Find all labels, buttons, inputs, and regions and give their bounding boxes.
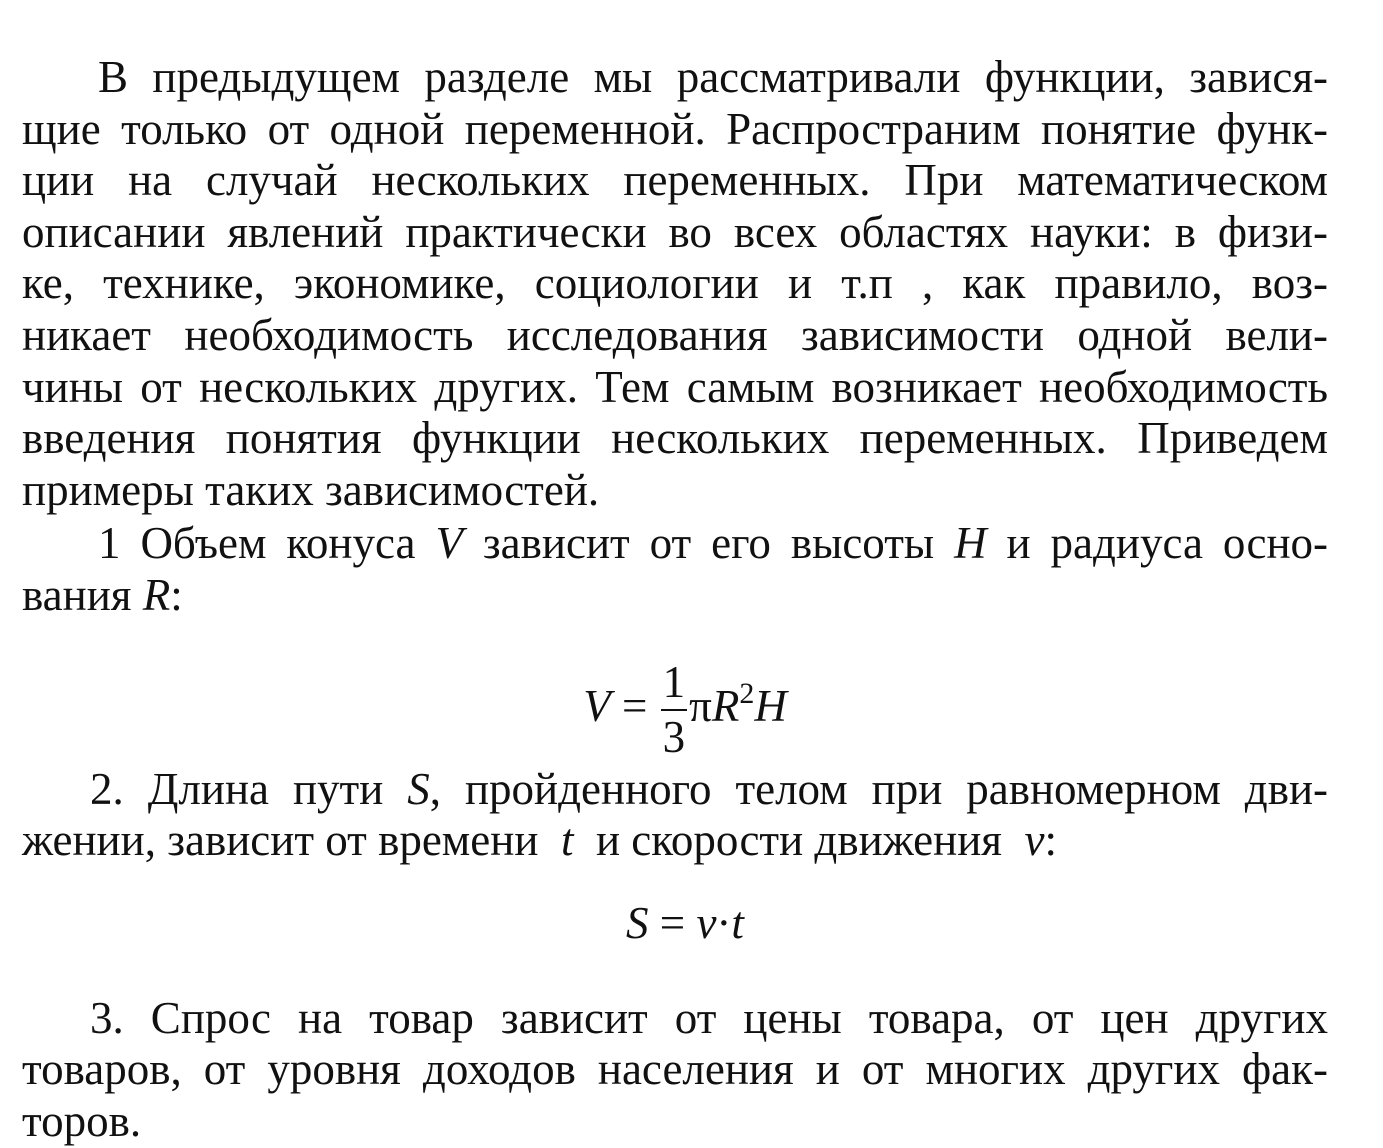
formula-equals: = — [621, 680, 648, 731]
variable-v: v — [1024, 815, 1045, 866]
variable-v: V — [435, 518, 463, 569]
text-line: описании явлений практически во всех областях науки: в физи- — [22, 206, 1328, 257]
intro-paragraph — [22, 52, 1328, 516]
text-line: товаров, от уровня доходов населения и от многих других фак- — [22, 1044, 1328, 1095]
formula-v: v — [696, 897, 717, 948]
example-1-text: зависит от его высоты — [482, 518, 935, 569]
text-line: введения понятия функции нескольких переменных. Приведем — [22, 413, 1328, 464]
formula-pi: π — [689, 680, 712, 731]
formula-lhs: S — [626, 897, 649, 948]
fraction-numerator: 1 — [661, 660, 688, 711]
example-2-colon: : — [1044, 815, 1057, 866]
text-line: примеры таких зависимостей. — [22, 464, 600, 515]
text-line: никает необходимость исследования зависимости одной вели- — [22, 309, 1328, 360]
text-line: чины от нескольких других. Тем самым возникает необходимость — [22, 361, 1328, 412]
example-1-marker: 1 — [98, 518, 121, 569]
text-line: 3. Спрос на товар зависит от цены товара, от цен других — [90, 992, 1328, 1043]
fraction — [661, 657, 688, 763]
text-line — [22, 570, 1328, 622]
text-line — [22, 764, 1328, 816]
text-line: ции на случай нескольких переменных. При математическом — [22, 155, 1328, 206]
formula-equals: = — [659, 897, 686, 948]
example-1-paragraph — [22, 518, 1328, 621]
example-1-colon: : — [170, 569, 183, 620]
formula-exponent: 2 — [739, 676, 755, 710]
variable-s: S — [407, 763, 430, 814]
formula-lhs: V — [583, 680, 611, 731]
formula-r: R — [711, 680, 740, 731]
example-2-marker: 2. — [90, 763, 124, 814]
example-2-text: Длина пути — [147, 763, 384, 814]
text-line: В предыдущем разделе мы рассматривали функции, завися- — [98, 52, 1328, 102]
example-3-paragraph — [22, 993, 1328, 1148]
text-line — [22, 815, 1328, 867]
variable-r: R — [142, 569, 171, 620]
text-line — [22, 518, 1328, 570]
text-line: ке, технике, экономике, социологии и т.п , как правило, воз- — [22, 258, 1328, 309]
example-1-text: Объем конуса — [140, 518, 416, 569]
example-2-text: жении, зависит от времени — [22, 815, 539, 866]
fraction-denominator: 3 — [662, 712, 686, 763]
example-2-text: , пройденного телом при равномерном дви- — [429, 763, 1329, 814]
example-1-text: и радиуса осно- — [1006, 518, 1329, 569]
example-1-text: вания — [22, 569, 132, 620]
formula-t: t — [731, 897, 744, 948]
formula-h: H — [754, 680, 787, 731]
document-page — [22, 52, 1328, 1148]
path-length-formula — [22, 893, 1328, 953]
text-line: щие только от одной переменной. Распространим понятие функ- — [22, 103, 1328, 154]
example-2-paragraph — [22, 764, 1328, 867]
variable-h: H — [954, 518, 987, 569]
text-line: торов. — [22, 1095, 142, 1146]
formula-dot: · — [716, 897, 732, 948]
example-2-text: и скорости движения — [595, 815, 1002, 866]
cone-volume-formula — [22, 644, 1328, 763]
variable-t: t — [560, 815, 574, 866]
